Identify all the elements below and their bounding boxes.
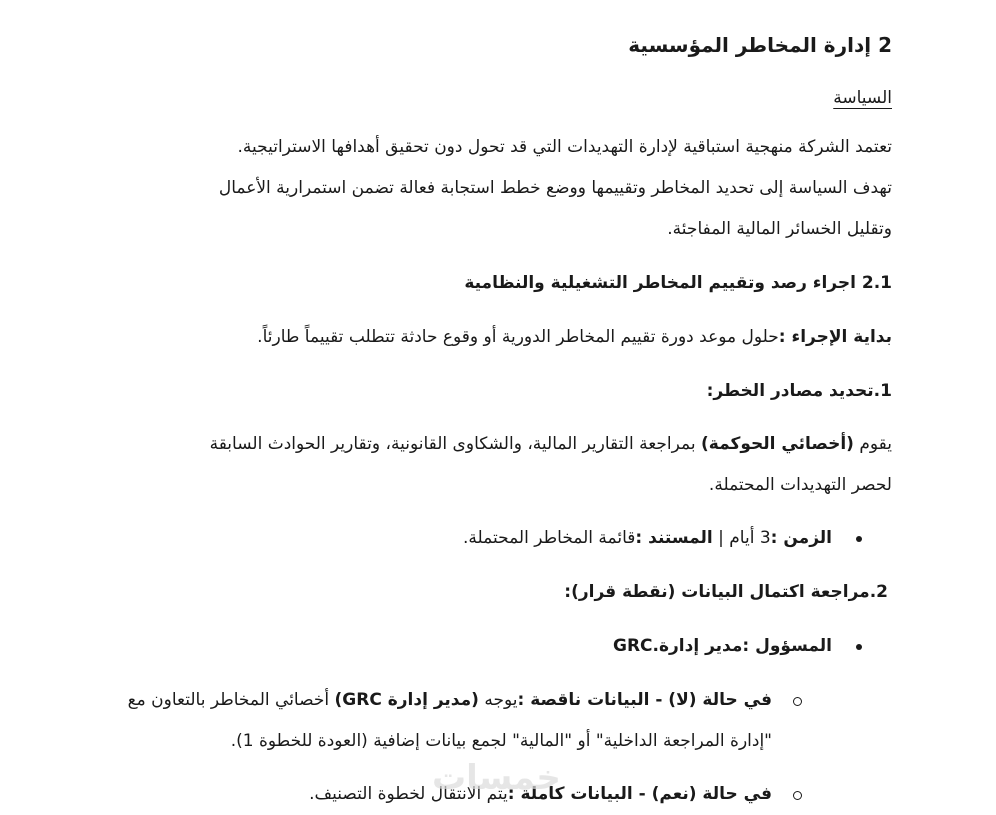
procedure-start	[257, 317, 892, 358]
section-title: 2 إدارة المخاطر المؤسسية	[628, 33, 892, 57]
step1-paragraph	[112, 424, 892, 506]
step2-title: 2.مراجعة اكتمال البيانات (نقطة قرار):	[564, 582, 888, 602]
policy-paragraph	[112, 127, 892, 250]
policy-heading: السياسة	[833, 88, 892, 108]
policy-line-1: تعتمد الشركة منهجية استباقية لإدارة التهديدات التي قد تحول دون تحقيق أهدافها الاستراتيجية.	[237, 137, 892, 157]
case-no-text-a: يوجه	[478, 690, 518, 710]
step1-prefix: يقوم	[853, 434, 892, 454]
circle-bullet	[793, 697, 802, 706]
procedure-start-label: بداية الإجراء :	[778, 327, 892, 347]
doc-label: المستند :	[635, 528, 713, 548]
step1-line-2: لحصر التهديدات المحتملة.	[708, 475, 892, 495]
policy-line-3: وتقليل الخسائر المالية المفاجئة.	[667, 219, 892, 239]
policy-line-2: تهدف السياسة إلى تحديد المخاطر وتقييمها ووضع خطط استجابة فعالة تضمن استمرارية الأعمال	[218, 178, 892, 198]
case-no-line-1	[112, 680, 772, 721]
watermark: خمسات	[432, 758, 561, 798]
case-no-role: (مدير إدارة GRC)	[334, 690, 479, 710]
time-label: الزمن :	[770, 528, 832, 548]
case-no-text-b: أخصائي المخاطر بالتعاون مع	[127, 690, 335, 710]
step2-responsible: المسؤول :مدير إدارة.GRC	[612, 636, 832, 656]
step1-line-1	[112, 424, 892, 465]
step1-rest: بمراجعة التقارير المالية، والشكاوى القانونية، وتقارير الحوادث السابقة	[209, 434, 701, 454]
step1-bullet	[463, 518, 832, 559]
procedure-start-text: حلول موعد دورة تقييم المخاطر الدورية أو وقوع حادثة تتطلب تقييماً طارئاً.	[257, 327, 779, 347]
case-no-line-2: "إدارة المراجعة الداخلية" أو "المالية" لجمع بيانات إضافية (العودة للخطوة 1).	[230, 731, 772, 751]
circle-bullet	[793, 791, 802, 800]
time-value: 3 أيام |	[712, 528, 771, 548]
case-yes-label: في حالة (نعم) - البيانات كاملة :	[507, 784, 772, 804]
doc-value: قائمة المخاطر المحتملة.	[463, 528, 636, 548]
step1-role: (أخصائي الحوكمة)	[700, 434, 854, 454]
case-yes-text: يتم الانتقال لخطوة التصنيف.	[309, 784, 508, 804]
case-no-label: في حالة (لا) - البيانات ناقصة :	[517, 690, 772, 710]
step1-title: 1.تحديد مصادر الخطر:	[706, 381, 892, 401]
bullet-dot	[856, 644, 862, 650]
subsection-title: 2.1 اجراء رصد وتقييم المخاطر التشغيلية والنظامية	[464, 273, 892, 293]
bullet-dot	[856, 536, 862, 542]
case-no	[112, 680, 772, 762]
